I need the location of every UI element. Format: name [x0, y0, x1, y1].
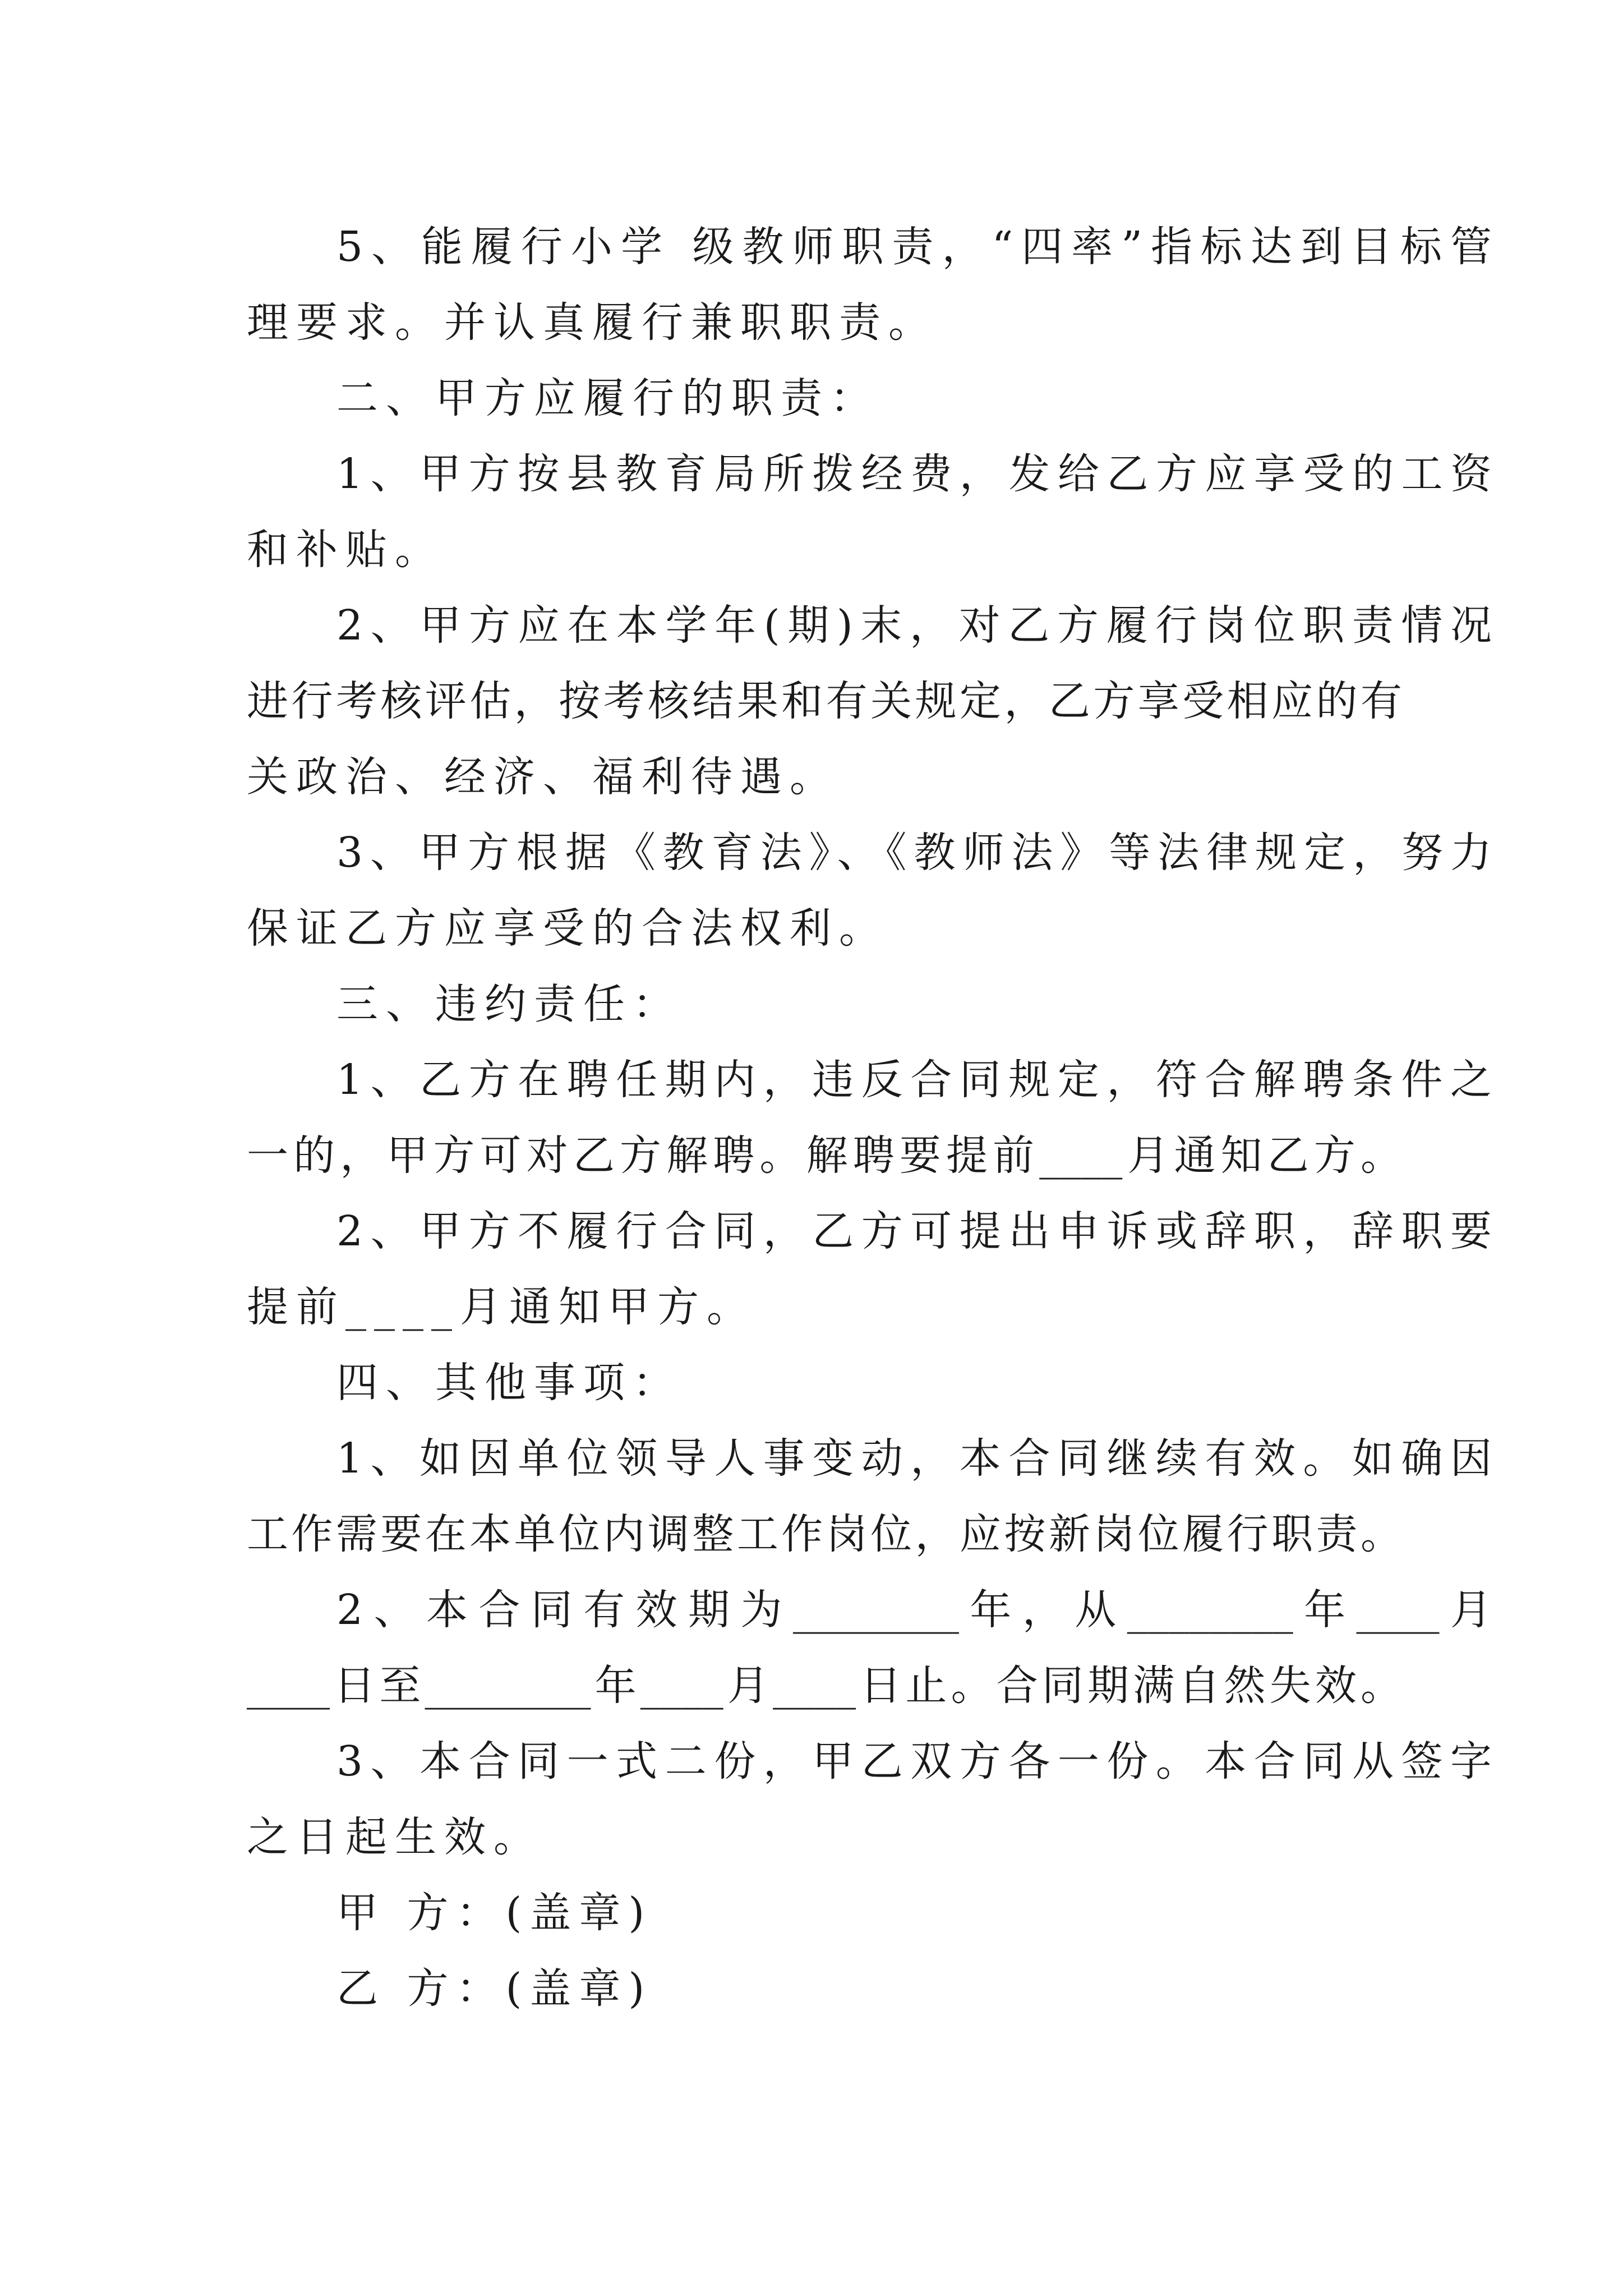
text-line: 2、本合同有效期为________年，从________年____月	[336, 1586, 1492, 1634]
text-line: 3、本合同一式二份，甲乙双方各一份。本合同从签字	[336, 1737, 1492, 1786]
section-heading: 四、其他事项：	[336, 1359, 682, 1407]
text-line: 一的，甲方可对乙方解聘。解聘要提前____月通知乙方。	[247, 1131, 1402, 1180]
text-line: 理要求。并认真履行兼职职责。	[247, 298, 938, 347]
text-line: 1、甲方按县教育局所拨经费，发给乙方应享受的工资	[336, 450, 1492, 498]
text-line: 5、能履行小学 级教师职责，“四率”指标达到目标管	[336, 223, 1492, 271]
text-line: 保证乙方应享受的合法权利。	[247, 904, 888, 953]
signature-party-b: 乙 方：(盖章)	[336, 1964, 653, 2013]
text-line: 2、甲方不履行合同，乙方可提出申诉或辞职，辞职要	[336, 1207, 1492, 1255]
signature-party-a: 甲 方：(盖章)	[336, 1889, 653, 1937]
text-line: 提前____月通知甲方。	[247, 1283, 756, 1331]
text-line: 关政治、经济、福利待遇。	[247, 753, 839, 801]
text-line: 进行考核评估，按考核结果和有关规定，乙方享受相应的有	[247, 677, 1402, 725]
text-line: 之日起生效。	[247, 1813, 543, 1861]
text-line: ____日至________年____月____日止。合同期满自然失效。	[247, 1662, 1402, 1710]
text-line: 1、如因单位领导人事变动，本合同继续有效。如确因	[336, 1434, 1492, 1483]
text-line: 1、乙方在聘任期内，违反合同规定，符合解聘条件之	[336, 1056, 1492, 1104]
text-line: 2、甲方应在本学年(期)末，对乙方履行岗位职责情况	[336, 601, 1492, 650]
text-line: 工作需要在本单位内调整工作岗位，应按新岗位履行职责。	[247, 1510, 1402, 1558]
section-heading: 三、违约责任：	[336, 980, 682, 1028]
text-line: 和补贴。	[247, 526, 444, 574]
section-heading: 二、甲方应履行的职责：	[336, 374, 879, 422]
text-line: 3、甲方根据《教育法》、《教师法》等法律规定，努力	[336, 829, 1492, 877]
